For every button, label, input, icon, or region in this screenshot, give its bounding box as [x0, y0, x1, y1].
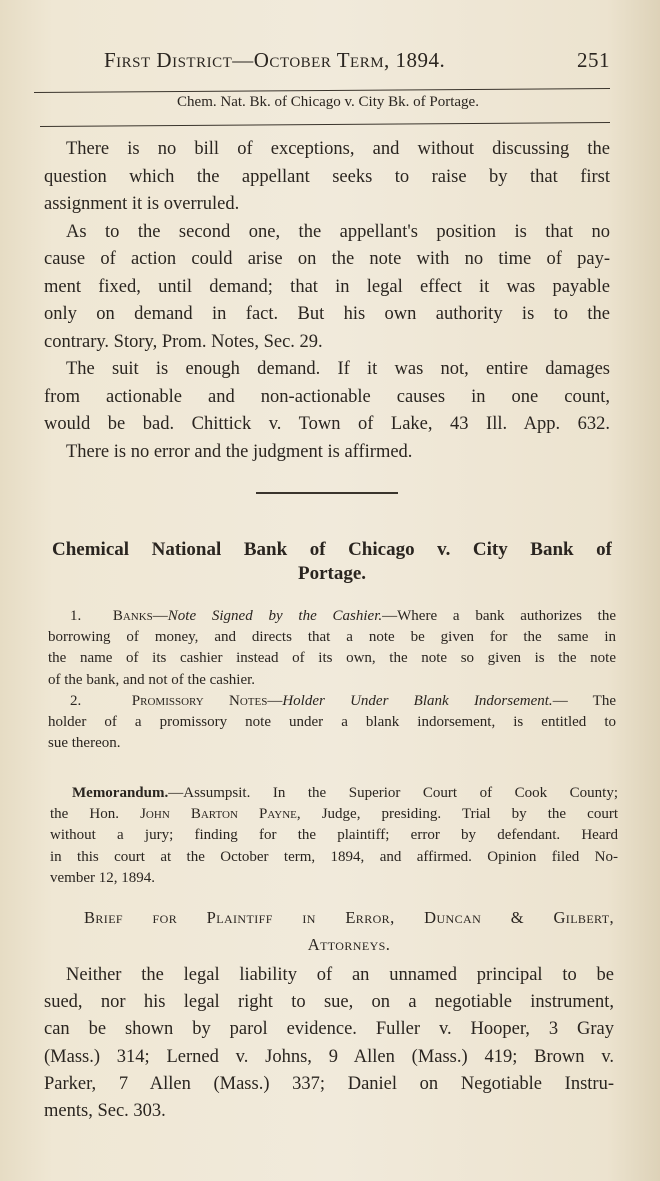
headnote-2-line: sue thereon.	[48, 735, 121, 752]
brief-text	[44, 962, 614, 1125]
brief-line: Parker, 7 Allen (Mass.) 337; Daniel on Negotiable Instru-	[44, 1073, 614, 1094]
brief-line: can be shown by parol evidence. Fuller v. Hooper, 3 Gray	[44, 1019, 614, 1040]
opinion-line: There is no error and the judgment is affirmed.	[66, 441, 413, 462]
case-title-line: Chemical National Bank of Chicago v. City Bank of	[52, 539, 612, 560]
brief-line: (Mass.) 314; Lerned v. Johns, 9 Allen (Mass.) 419; Brown v.	[44, 1046, 614, 1067]
running-head	[104, 48, 610, 73]
section-divider	[256, 492, 398, 494]
case-short-title: Chem. Nat. Bk. of Chicago v. City Bk. of Portage.	[177, 94, 479, 110]
headnote-2-first-line: 2. Promissory Notes—Holder Under Blank Indorsement.— The	[70, 692, 616, 709]
opinion-line: assignment it is overruled.	[44, 194, 240, 214]
opinion-line: There is no bill of exceptions, and without discussing the	[66, 139, 610, 159]
case-title-line: Portage.	[297, 563, 367, 584]
memorandum-line: vember 12, 1894.	[50, 869, 155, 886]
brief-line: ments, Sec. 303.	[44, 1101, 166, 1122]
memorandum	[50, 783, 618, 889]
opinion-line: only on demand in fact. But his own authority is to the	[44, 304, 610, 324]
opinion-line: cause of action could arise on the note with no time of pay-	[44, 249, 610, 269]
headnote-1-line: the name of its cashier instead of its own, the note so given is the note	[48, 650, 616, 667]
page-number: 251	[577, 48, 610, 72]
case-title	[52, 538, 612, 586]
headnote-2-line: holder of a promissory note under a blank indorsement, is entitled to	[48, 714, 616, 731]
opinion-line: The suit is enough demand. If it was not, entire damages	[66, 359, 610, 379]
headnotes	[48, 606, 616, 754]
running-head-title: First District—October Term, 1894.	[104, 48, 446, 72]
headnote-1-line: borrowing of money, and directs that a note be given for the same in	[48, 629, 616, 646]
memorandum-line: in this court at the October term, 1894, and affirmed. Opinion filed No-	[50, 848, 618, 865]
header-rule-top	[34, 88, 610, 93]
brief-heading	[84, 904, 614, 958]
brief-heading-line: Attorneys.	[307, 935, 391, 954]
brief-line: Neither the legal liability of an unnamed principal to be	[66, 965, 614, 985]
memorandum-line: without a jury; finding for the plaintiff; error by defendant. Heard	[50, 827, 618, 844]
opinion-line: from actionable and non-actionable causes in one count,	[44, 386, 610, 407]
memorandum-judge-line: the Hon. John Barton Payne, Judge, presiding. Trial by the court	[50, 806, 618, 823]
brief-heading-line: Brief for Plaintiff in Error, Duncan & Gilbert,	[84, 908, 614, 927]
opinion-line: ment fixed, until demand; that in legal effect it was payable	[44, 276, 610, 297]
opinion-text	[44, 136, 610, 466]
opinion-line: contrary. Story, Prom. Notes, Sec. 29.	[44, 331, 323, 352]
headnote-1-line: of the bank, and not of the cashier.	[48, 671, 256, 688]
header-rule-bottom	[40, 122, 610, 127]
opinion-line: question which the appellant seeks to raise by that first	[44, 166, 610, 187]
brief-line: sued, nor his legal right to sue, on a negotiable instrument,	[44, 992, 614, 1013]
opinion-line: would be bad. Chittick v. Town of Lake, 43 Ill. App. 632.	[44, 414, 610, 434]
headnote-1-first-line: 1. Banks—Note Signed by the Cashier.—Where a bank authorizes the	[70, 608, 616, 624]
memorandum-first-line: Memorandum.—Assumpsit. In the Superior Court of Cook County;	[72, 785, 618, 801]
opinion-line: As to the second one, the appellant's position is that no	[66, 221, 610, 242]
